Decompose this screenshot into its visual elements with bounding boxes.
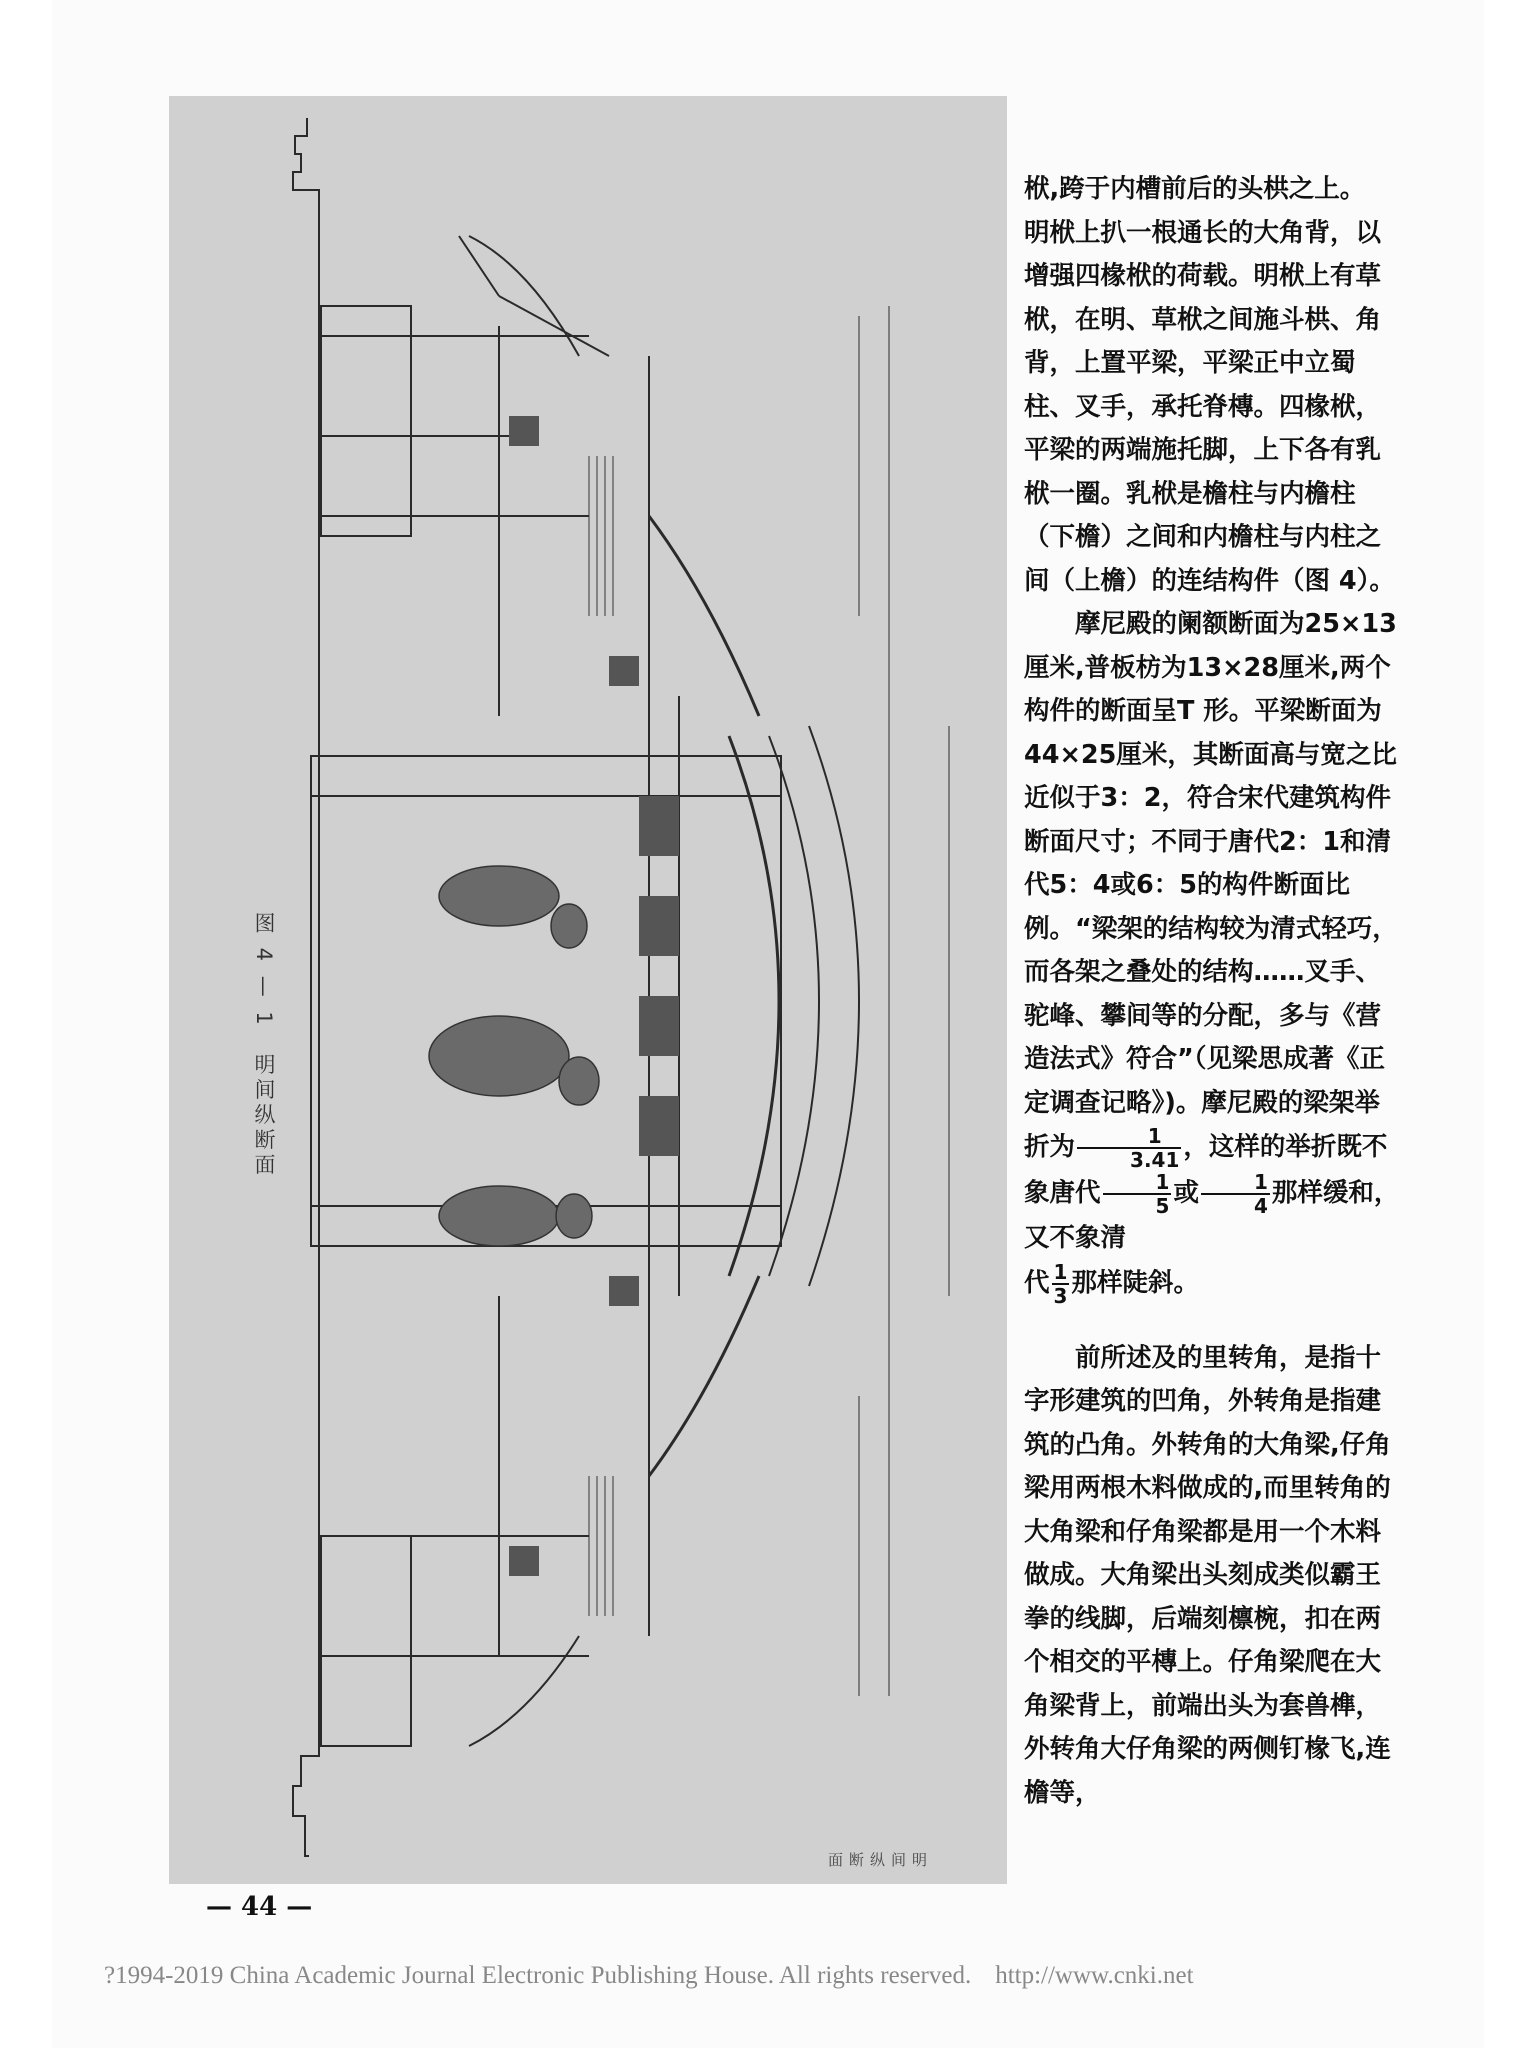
paragraph-2-d: 那样陡斜。: [1071, 1267, 1199, 1298]
footer-copyright: ?1994-2019 China Academic Journal Electronic Publishing House. All rights reserved.: [104, 1962, 972, 1989]
paragraph-2-or: 或: [1173, 1178, 1199, 1208]
fraction-denominator: 3: [1053, 1283, 1068, 1308]
fraction-numerator: 1: [1077, 1125, 1181, 1149]
figure-caption: 图 4 — 1 明间纵断面: [252, 912, 276, 1179]
paragraph-2-b: ，这样的举折既不象唐代: [1024, 1132, 1388, 1208]
section-drawing: [169, 96, 1007, 1884]
fraction-numerator: 1: [1053, 1259, 1068, 1284]
paragraph-2-wei: 为: [1049, 1132, 1076, 1162]
fraction-1-over-3: [1052, 1261, 1070, 1307]
paragraph-1: 明栿上扒一根通长的大角背，以增强四椽栿的荷载。明栿上有草栿，在明、草栿之间施斗栱、角背，上置平梁，平梁正中立蜀柱、叉手，承托脊槫。四椽栿，平梁的两端施托脚，上下各有乳栿一圈。乳栿是檐柱与内檐柱（下檐）之间和内檐柱与内柱之间（上檐）的连结构件（图 4）。: [1024, 217, 1395, 596]
fraction-denominator: 4: [1253, 1194, 1268, 1218]
fraction-numerator: 1: [1103, 1171, 1172, 1195]
fraction-denominator: 3.41: [1130, 1148, 1180, 1172]
text-line-1: 栿,跨于内槽前后的头栱之上。: [1024, 174, 1366, 204]
journal-page: [52, 0, 1484, 2048]
paragraph-2-dai: 代: [1024, 1267, 1050, 1298]
page-number: — 44 —: [206, 1892, 313, 1922]
paragraph-2-text: 摩尼殿的阑额断面为25×13厘米,普板枋为13×28厘米,两个构件的断面呈T 形。平梁断面为44×25厘米，其断面高与宽之比近似于3：2，符合宋代建筑构件断面尺寸；不同于唐代2：1和清代5：4或6：5的构件断面比例。“梁架的结构较为清式轻巧，而各架之叠处的结构……叉手、驼峰、攀间等的分配，多与《营造法式》符合”（见梁思成著《正定调查记略》)。摩尼殿的梁架举折: [1024, 609, 1398, 1162]
footer-url: http://www.cnki.net: [995, 1962, 1194, 1989]
fraction-numerator: 1: [1201, 1171, 1270, 1195]
fraction-denominator: 5: [1155, 1194, 1170, 1218]
figure-stamp: 明 间 纵 断 面: [826, 1852, 928, 1881]
fraction-1-over-5: [1103, 1171, 1172, 1217]
paragraph-2-end: [1024, 1261, 1402, 1307]
fraction-1-over-3-41: [1077, 1125, 1181, 1171]
architectural-section-svg: [169, 96, 1007, 1884]
paragraph-2: [1024, 603, 1402, 1261]
paragraph-3: 前所述及的里转角，是指十字形建筑的凹角，外转角是指建筑的凸角。外转角的大角梁,仔角梁用两根木料做成的,而里转角的大角梁和仔角梁都是用一个木料做成。大角梁出头刻成类似霸王拳的线脚，后端刻檩椀，扣在两个相交的平槫上。仔角梁爬在大角梁背上，前端出头为套兽榫，外转角大仔角梁的两侧钉椽飞,连檐等，: [1024, 1342, 1391, 1808]
paragraph-2-c: 那样缓和，又不象清: [1024, 1178, 1400, 1253]
body-text-column: [1024, 168, 1402, 1815]
fraction-1-over-4: [1201, 1171, 1270, 1217]
footer: [104, 1962, 1194, 1990]
